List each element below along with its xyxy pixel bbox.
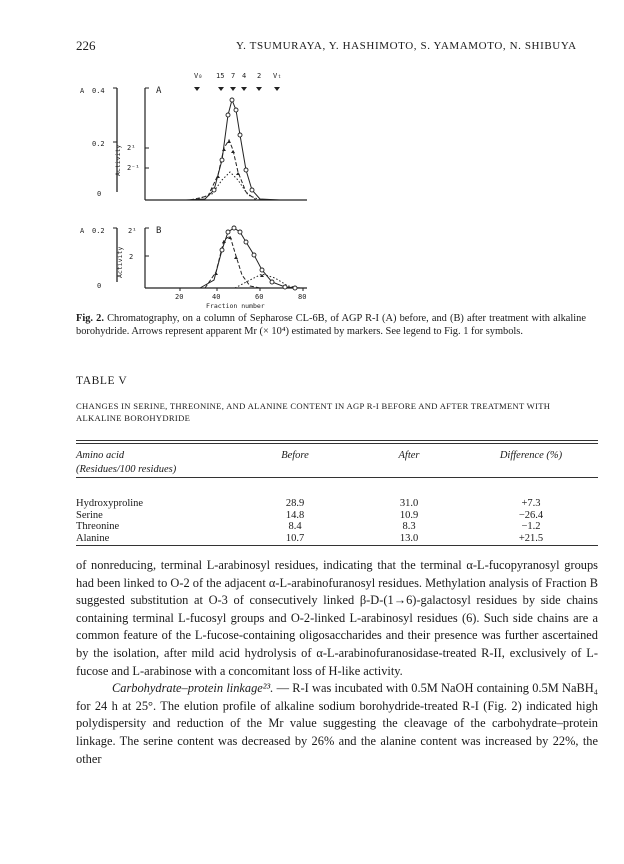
panel-a-tick-0: 0	[97, 190, 102, 198]
panel-b-activity-title: Activity	[116, 246, 124, 278]
panel-b	[80, 226, 161, 290]
panel-a-tick-04: 0.4	[92, 87, 105, 95]
cell-before: 14.8	[285, 509, 305, 521]
marker-7: 7	[231, 72, 236, 80]
panel-b-ylabel: A	[80, 227, 85, 235]
amino-acid-table	[76, 450, 598, 544]
page-number: 226	[76, 38, 96, 53]
table-caption: CHANGES IN SERINE, THREONINE, AND ALANINE CONTENT IN AGP R-I BEFORE AND AFTER TREATMENT WITH ALKALINE BOROHYDRIDE	[76, 401, 551, 423]
section-heading-carbohydrate-protein: Carbohydrate–protein linkage²³.	[112, 681, 274, 696]
panel-a-label: A	[156, 86, 162, 96]
cell-name: Hydroxyproline	[76, 498, 144, 509]
figure-caption	[76, 312, 586, 338]
marker-arrows	[194, 82, 280, 91]
paragraph-2-text: — R-I was incubated with 0.5M NaOH containing 0.5M NaBH₄ for 24 h at 25°. The elution profile of alkaline sodium borohydride-treated R-I (Fig. 2) indicated high polydispersity and reduction of the Mr value suggesting the cleavage of the carbohydrate–protein linkage. The serine content was decreased by 26% and the alanine content was increased by 22%, the other	[76, 681, 598, 766]
figure-caption-label: Fig. 2.	[76, 313, 104, 324]
col-difference: Difference (%)	[499, 450, 563, 461]
cell-before: 8.4	[288, 521, 302, 532]
paragraph-1: of nonreducing, terminal L-arabinosyl residues, indicating that the terminal α-L-fucopyranosyl groups had been linked to O-2 of the adjacent α-L-arabinofuranosyl residues. Methylation analysis of Fraction B suggested substitution at O-3 of consecutively linked β-D-(1→6)-galactosyl residues by side chains containing terminal L-fucosyl groups and O-2-linked L-arabinosyl residues (6). Such side chains are a common feature of the L-fucose-containing oligosaccharides and their presence was further ascertained by the isolation, after mild acid hydrolysis of α-L-arabinofuranosidase-treated R-II, exclusively of L-fucose and L-arabinose with a concomitant loss of H-like activity.	[76, 558, 598, 678]
x-tick-20: 20	[175, 293, 184, 301]
running-header-authors: Y. TSUMURAYA, Y. HASHIMOTO, S. YAMAMOTO, N. SHIBUYA	[236, 40, 577, 52]
panel-b-activity-tick-2: 2	[129, 253, 134, 261]
figure-caption-text: Chromatography, on a column of Sepharose CL-6B, of AGP R-I (A) before, and (B) after treatment with alkaline borohydride. Arrows represent apparent Mr (× 10⁴) estimated by markers. See legend to Fig. 1 for symbols.	[76, 313, 586, 337]
panel-a-ylabel: A	[80, 87, 85, 95]
x-tick-80: 80	[298, 293, 307, 301]
cell-diff: −1.2	[521, 521, 541, 532]
panel-a-activity-tick-2: 2⁻¹	[127, 164, 140, 172]
table-bottom-rule	[76, 545, 598, 546]
cell-name: Threonine	[76, 521, 120, 532]
cell-diff: +7.3	[521, 498, 541, 509]
table-title: TABLE V	[76, 375, 128, 387]
table-row	[76, 510, 598, 522]
x-axis-title: Fraction number	[206, 302, 265, 310]
col-subheader: (Residues/100 residues)	[76, 464, 177, 475]
marker-vt: Vₜ	[273, 72, 282, 80]
table-row	[76, 533, 598, 545]
col-after: After	[398, 450, 420, 461]
marker-4: 4	[242, 72, 247, 80]
table-top-rule	[76, 440, 598, 441]
cell-after: 8.3	[402, 521, 416, 532]
marker-v0: V₀	[194, 72, 203, 80]
marker-2: 2	[257, 72, 262, 80]
cell-before: 28.9	[285, 498, 305, 509]
figure-2-chromatogram	[0, 60, 624, 310]
x-tick-40: 40	[212, 293, 221, 301]
cell-after: 31.0	[399, 498, 419, 509]
panel-b-label: B	[156, 226, 162, 236]
panel-a	[80, 86, 162, 198]
cell-diff: −26.4	[518, 509, 544, 521]
cell-name: Serine	[76, 509, 103, 521]
table-row	[76, 498, 598, 510]
panel-b-activity-tick-1: 2¹	[128, 227, 137, 235]
table-top-rule-2	[76, 443, 598, 444]
panel-a-tick-02: 0.2	[92, 140, 105, 148]
panel-a-activity-tick-1: 2¹	[127, 144, 136, 152]
x-tick-60: 60	[255, 293, 264, 301]
panel-a-activity-title: Activity	[114, 144, 122, 176]
paragraph-2	[76, 680, 598, 768]
table-header-rule	[76, 477, 598, 478]
cell-diff: +21.5	[518, 532, 544, 544]
table-row	[76, 521, 598, 533]
cell-before: 10.7	[285, 532, 305, 544]
marker-15: 15	[216, 72, 225, 80]
panel-b-tick-02: 0.2	[92, 227, 105, 235]
col-amino-acid: Amino acid	[76, 450, 125, 461]
panel-b-tick-0: 0	[97, 282, 102, 290]
cell-name: Alanine	[76, 532, 110, 544]
cell-after: 10.9	[399, 509, 419, 521]
cell-after: 13.0	[399, 532, 419, 544]
col-before: Before	[281, 450, 309, 461]
body-text	[76, 557, 598, 768]
